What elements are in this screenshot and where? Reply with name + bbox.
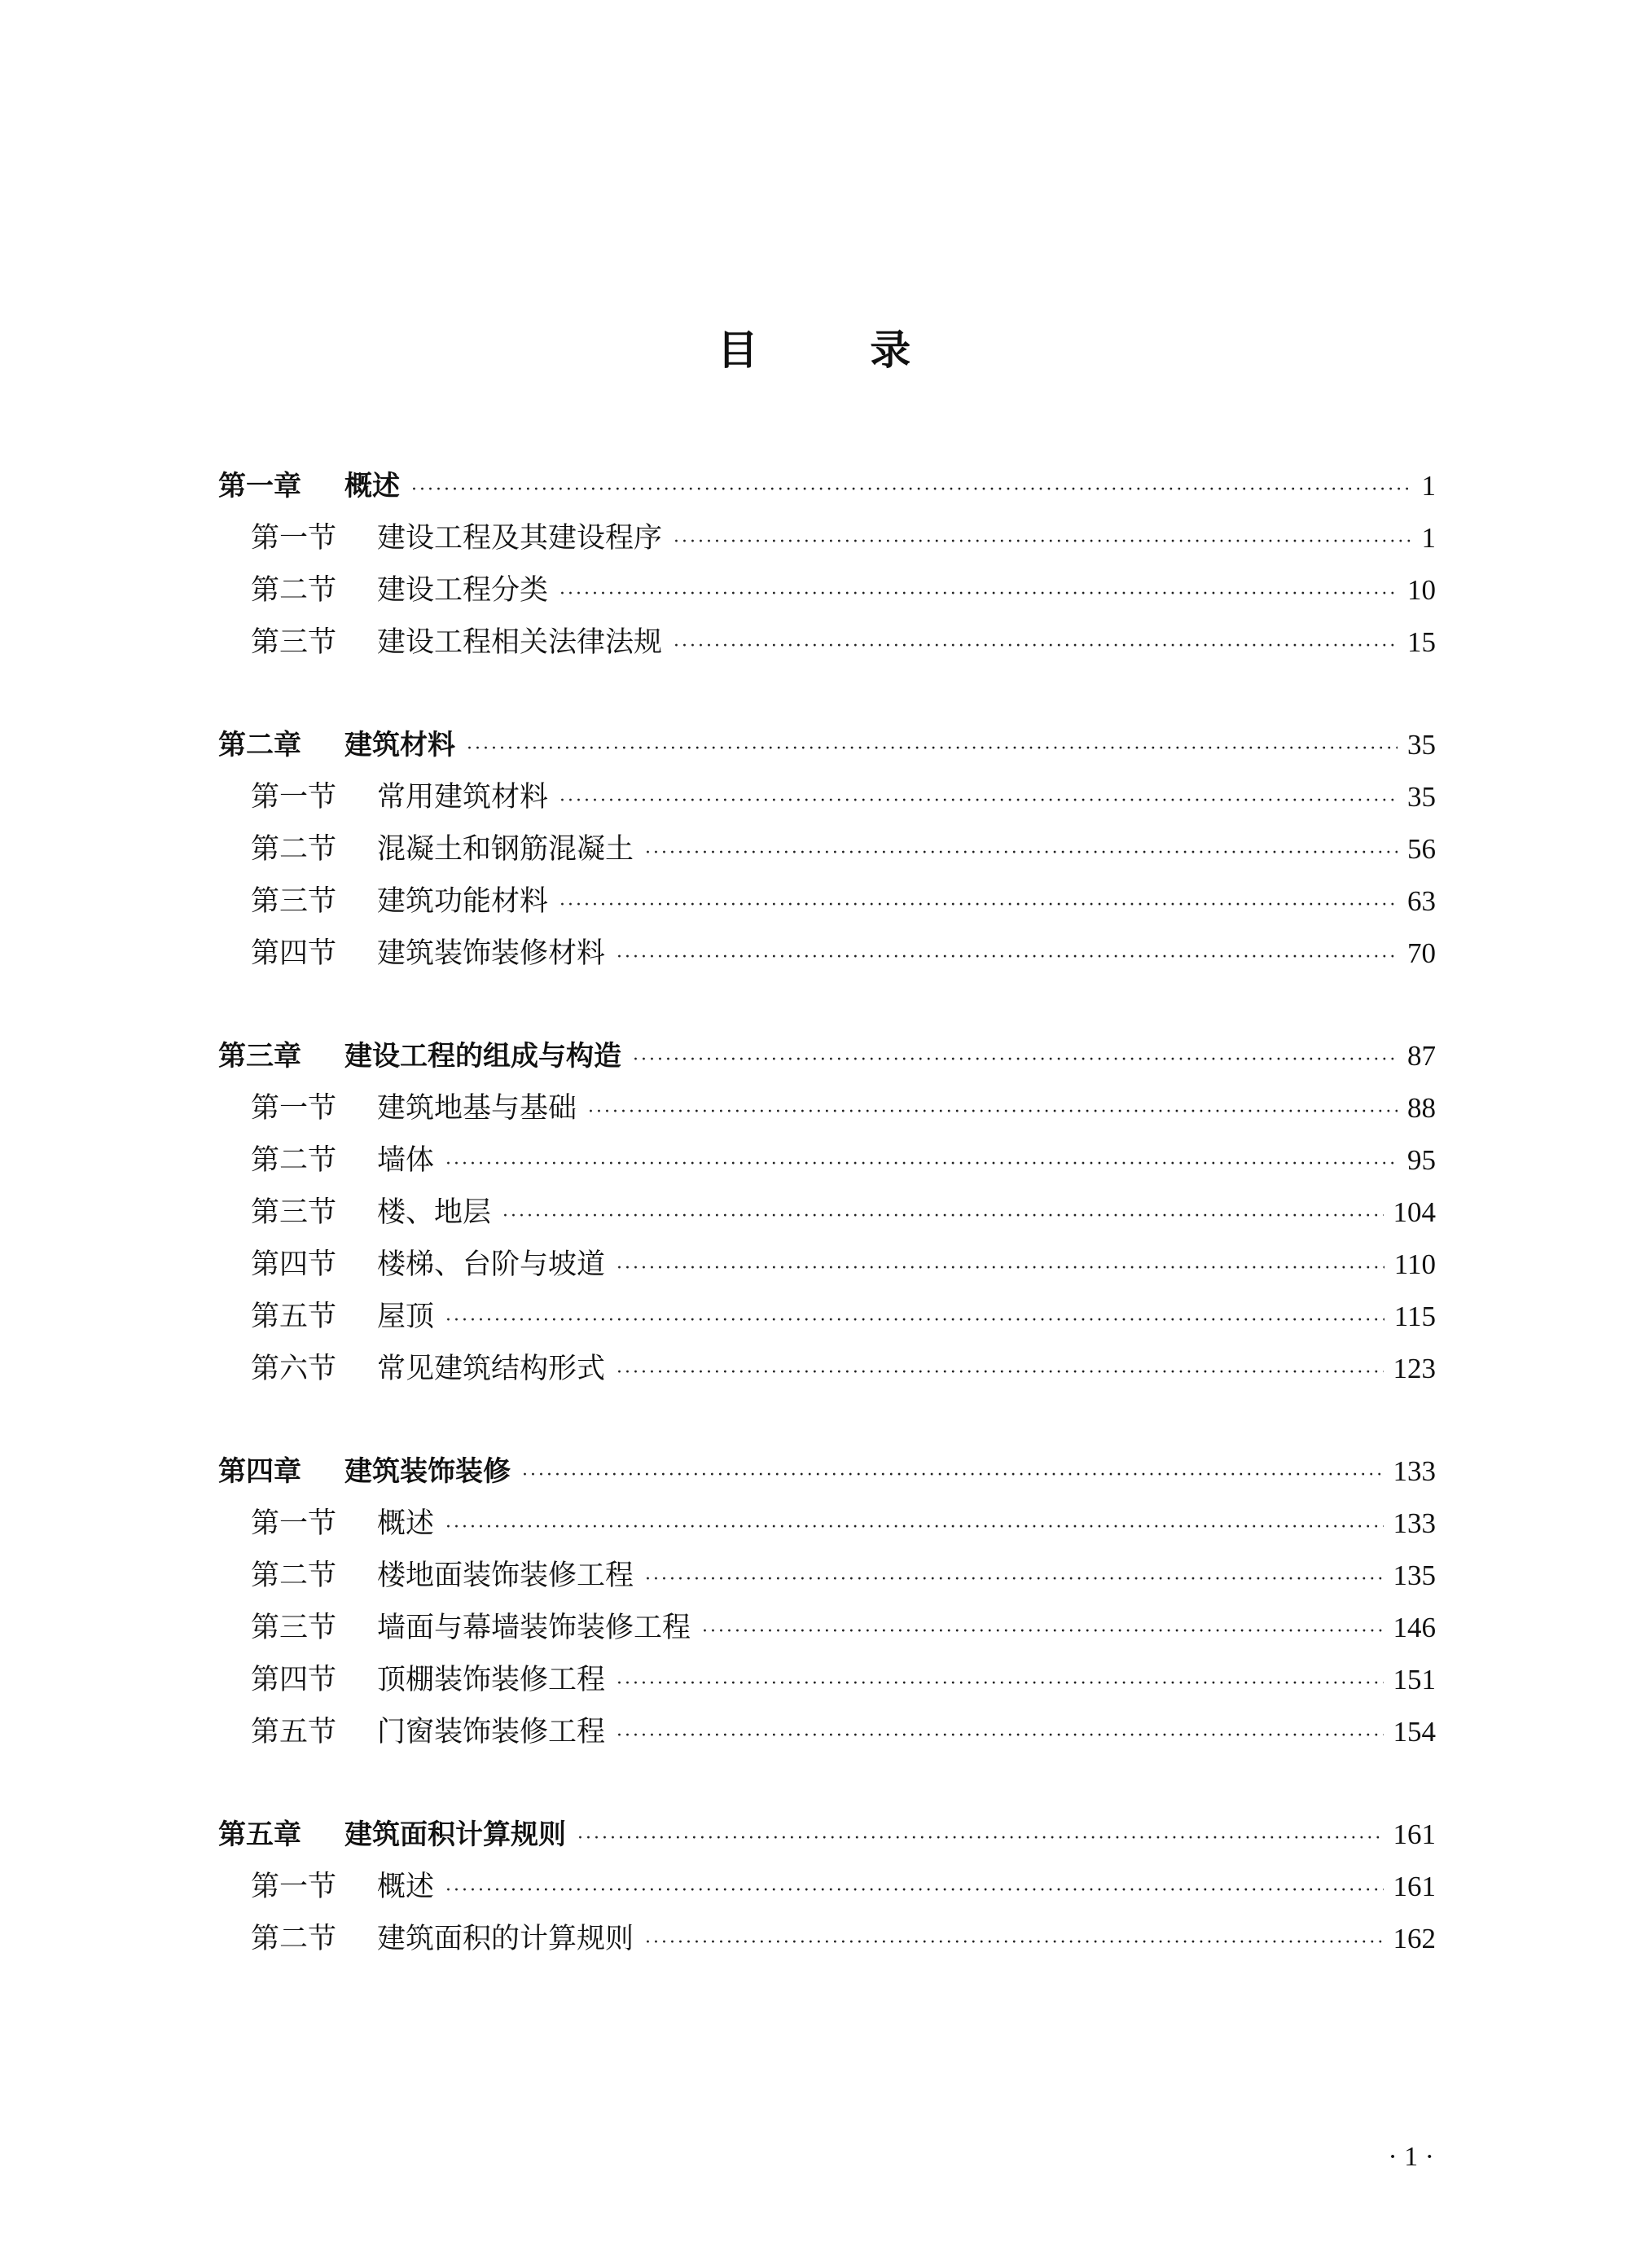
chapter-title: 建筑装饰装修: [344, 1455, 511, 1488]
page-number: 146: [1393, 1612, 1436, 1643]
toc-section-entry[interactable]: [218, 1706, 1436, 1758]
section-number: 第四节: [251, 1248, 337, 1281]
page-number: 35: [1407, 729, 1436, 761]
dot-leader: [467, 723, 1398, 775]
section-title: 建筑装饰装修材料: [377, 937, 606, 970]
section-number: 第五节: [251, 1716, 337, 1748]
page-number: 110: [1393, 1248, 1436, 1280]
section-number: 第一节: [251, 781, 337, 814]
page-number: 115: [1393, 1301, 1436, 1332]
dot-leader: [445, 1865, 1383, 1917]
chapter-group: [218, 460, 1436, 669]
section-number: 第二节: [251, 833, 337, 866]
section-title: 常见建筑结构形式: [377, 1353, 606, 1385]
toc-section-entry[interactable]: [218, 1498, 1436, 1550]
section-title: 楼、地层: [377, 1196, 492, 1229]
page-number: 63: [1407, 885, 1436, 917]
dot-leader: [617, 1243, 1384, 1295]
page-number: 87: [1407, 1040, 1436, 1072]
chapter-number: 第四章: [218, 1455, 301, 1488]
section-number: 第三节: [251, 1612, 337, 1644]
section-number: 第二节: [251, 1560, 337, 1592]
dot-leader: [633, 1034, 1398, 1086]
section-number: 第二节: [251, 574, 337, 607]
section-title: 建设工程及其建设程序: [377, 522, 663, 555]
section-number: 第一节: [251, 1507, 337, 1540]
section-title: 楼地面装饰装修工程: [377, 1560, 634, 1592]
page-number: 123: [1393, 1353, 1436, 1384]
dot-leader: [617, 1347, 1383, 1399]
section-title: 墙体: [377, 1144, 435, 1177]
page-number: 151: [1393, 1664, 1436, 1696]
page-number: 104: [1393, 1196, 1436, 1228]
page-number: 162: [1393, 1923, 1436, 1954]
chapter-number: 第一章: [218, 470, 301, 502]
toc-section-entry[interactable]: [218, 771, 1436, 823]
section-number: 第六节: [251, 1353, 337, 1385]
toc-chapter-entry[interactable]: [218, 719, 1436, 771]
toc-section-entry[interactable]: [218, 616, 1436, 669]
dot-leader: [445, 1295, 1384, 1347]
chapter-group: [218, 719, 1436, 980]
page-number: 35: [1407, 781, 1436, 813]
dot-leader: [617, 1658, 1383, 1710]
page-number: 154: [1393, 1716, 1436, 1748]
toc-section-entry[interactable]: [218, 1602, 1436, 1654]
section-number: 第二节: [251, 1923, 337, 1955]
section-title: 建设工程分类: [377, 574, 549, 607]
dot-leader: [674, 621, 1398, 673]
page-number: 133: [1393, 1455, 1436, 1487]
dot-leader: [559, 568, 1398, 621]
dot-leader: [502, 1191, 1383, 1243]
dot-leader: [411, 464, 1412, 516]
dot-leader: [445, 1502, 1383, 1554]
toc-section-entry[interactable]: [218, 1654, 1436, 1706]
section-title: 顶棚装饰装修工程: [377, 1664, 606, 1696]
dot-leader: [588, 1086, 1398, 1138]
section-number: 第三节: [251, 885, 337, 918]
chapter-number: 第五章: [218, 1818, 301, 1851]
section-title: 建筑功能材料: [377, 885, 549, 918]
dot-leader: [645, 827, 1398, 880]
dot-leader: [559, 880, 1398, 932]
page-number: 161: [1393, 1871, 1436, 1902]
dot-leader: [445, 1138, 1398, 1191]
page-number: 161: [1393, 1818, 1436, 1850]
toc-section-entry[interactable]: [218, 1082, 1436, 1134]
page-number: 1: [1421, 522, 1436, 554]
page-number: 88: [1407, 1092, 1436, 1124]
chapter-title: 建筑面积计算规则: [344, 1818, 566, 1851]
toc-section-entry[interactable]: [218, 512, 1436, 564]
toc-section-entry[interactable]: [218, 875, 1436, 928]
dot-leader: [522, 1450, 1384, 1502]
toc-section-entry[interactable]: [218, 823, 1436, 875]
toc-section-entry[interactable]: [218, 1913, 1436, 1965]
page-number: 10: [1407, 574, 1436, 606]
dot-leader: [645, 1917, 1383, 1969]
section-number: 第五节: [251, 1301, 337, 1333]
section-number: 第三节: [251, 1196, 337, 1229]
section-title: 概述: [377, 1871, 435, 1903]
section-title: 概述: [377, 1507, 435, 1540]
section-number: 第四节: [251, 1664, 337, 1696]
section-title: 常用建筑材料: [377, 781, 549, 814]
toc-section-entry[interactable]: [218, 1134, 1436, 1187]
footer-page-number: · 1 ·: [1388, 2142, 1434, 2172]
section-title: 楼梯、台阶与坡道: [377, 1248, 606, 1281]
chapter-title: 建筑材料: [344, 729, 455, 761]
page-number: 56: [1407, 833, 1436, 865]
dot-leader: [645, 1554, 1383, 1606]
toc-section-entry[interactable]: [218, 1861, 1436, 1913]
section-number: 第一节: [251, 1871, 337, 1903]
toc-section-entry[interactable]: [218, 1239, 1436, 1291]
chapter-group: [218, 1809, 1436, 1965]
page-number: 1: [1421, 470, 1436, 502]
chapter-title: 建设工程的组成与构造: [344, 1040, 621, 1073]
chapter-number: 第三章: [218, 1040, 301, 1073]
section-title: 建筑地基与基础: [377, 1092, 577, 1125]
toc-section-entry[interactable]: [218, 1291, 1436, 1343]
chapter-group: [218, 1030, 1436, 1395]
page-number: 133: [1393, 1507, 1436, 1539]
section-title: 混凝土和钢筋混凝土: [377, 833, 634, 866]
page-number: 15: [1407, 626, 1436, 658]
section-number: 第二节: [251, 1144, 337, 1177]
section-title: 门窗装饰装修工程: [377, 1716, 606, 1748]
dot-leader: [617, 1710, 1383, 1762]
section-number: 第一节: [251, 1092, 337, 1125]
dot-leader: [559, 775, 1398, 827]
toc-chapter-entry[interactable]: [218, 460, 1436, 512]
table-of-contents: [218, 460, 1436, 2016]
toc-chapter-entry[interactable]: [218, 1809, 1436, 1861]
page-number: 95: [1407, 1144, 1436, 1176]
toc-chapter-entry[interactable]: [218, 1030, 1436, 1082]
section-title: 屋顶: [377, 1301, 435, 1333]
page-number: 70: [1407, 937, 1436, 969]
dot-leader: [577, 1813, 1384, 1865]
page-number: 135: [1393, 1560, 1436, 1591]
dot-leader: [617, 932, 1398, 984]
chapter-group: [218, 1445, 1436, 1758]
section-title: 墙面与幕墙装饰装修工程: [377, 1612, 691, 1644]
toc-section-entry[interactable]: [218, 564, 1436, 616]
section-number: 第一节: [251, 522, 337, 555]
section-number: 第四节: [251, 937, 337, 970]
toc-section-entry[interactable]: [218, 1343, 1436, 1395]
chapter-title: 概述: [344, 470, 400, 502]
toc-section-entry[interactable]: [218, 1550, 1436, 1602]
dot-leader: [674, 516, 1411, 568]
page-title: 目 录: [717, 327, 960, 374]
section-title: 建设工程相关法律法规: [377, 626, 663, 659]
section-title: 建筑面积的计算规则: [377, 1923, 634, 1955]
chapter-number: 第二章: [218, 729, 301, 761]
toc-section-entry[interactable]: [218, 928, 1436, 980]
toc-chapter-entry[interactable]: [218, 1445, 1436, 1498]
toc-section-entry[interactable]: [218, 1187, 1436, 1239]
section-number: 第三节: [251, 626, 337, 659]
dot-leader: [702, 1606, 1383, 1658]
